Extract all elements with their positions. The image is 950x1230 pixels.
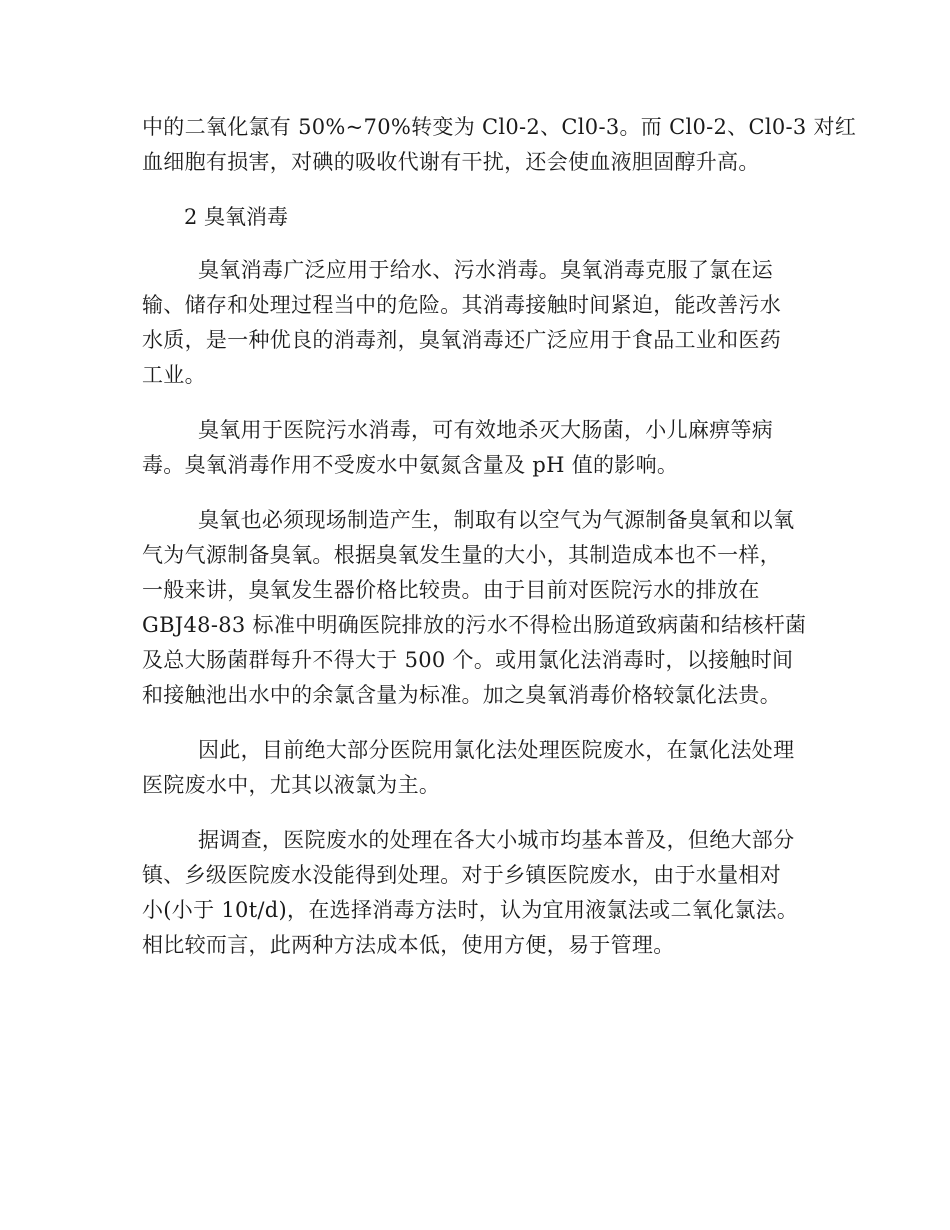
text-line: 及总大肠菌群每升不得大于 500 个。或用氯化法消毒时，以接触时间: [142, 648, 794, 672]
text-line: 气为气源制备臭氧。根据臭氧发生量的大小，其制造成本也不一样，: [142, 543, 781, 567]
section-heading: 2 臭氧消毒: [184, 205, 289, 229]
text-line: 据调查，医院废水的处理在各大小城市均基本普及，但绝大部分: [198, 828, 795, 852]
paragraph-chlorination: [142, 733, 808, 803]
text-line: 臭氧用于医院污水消毒，可有效地杀灭大肠菌，小儿麻痹等病: [198, 418, 774, 442]
paragraph-continuation: [142, 110, 857, 180]
paragraph-ozone-hospital: [142, 413, 808, 483]
text-line: 中的二氧化氯有 50%~70%转变为 Cl0-2、Cl0-3。而 Cl0-2、Cl0-3 对红: [142, 115, 857, 139]
text-line: 毒。臭氧消毒作用不受废水中氨氮含量及 pH 值的影响。: [142, 453, 679, 477]
text-line: 血细胞有损害，对碘的吸收代谢有干扰，还会使血液胆固醇升高。: [142, 150, 760, 174]
paragraph-ozone-intro: [142, 253, 808, 393]
document-page: [142, 110, 857, 983]
text-line: 水质，是一种优良的消毒剂，臭氧消毒还广泛应用于食品工业和医药: [142, 328, 781, 352]
paragraph-survey: [142, 823, 808, 963]
text-line: 因此，目前绝大部分医院用氯化法处理医院废水，在氯化法处理: [198, 738, 795, 762]
text-line: 臭氧也必须现场制造产生，制取有以空气为气源制备臭氧和以氧: [198, 508, 795, 532]
text-line: 臭氧消毒广泛应用于给水、污水消毒。臭氧消毒克服了氯在运: [198, 258, 774, 282]
text-line: 相比较而言，此两种方法成本低，使用方便，易于管理。: [142, 933, 675, 957]
text-line: 小(小于 10t/d)，在选择消毒方法时，认为宜用液氯法或二氧化氯法。: [142, 898, 799, 922]
text-line: GBJ48-83 标准中明确医院排放的污水不得检出肠道致病菌和结核杆菌: [142, 613, 807, 637]
text-line: 输、储存和处理过程当中的危险。其消毒接触时间紧迫，能改善污水: [142, 293, 781, 317]
text-line: 镇、乡级医院废水没能得到处理。对于乡镇医院废水，由于水量相对: [142, 863, 781, 887]
text-line: 和接触池出水中的余氯含量为标准。加之臭氧消毒价格较氯化法贵。: [142, 683, 781, 707]
text-line: 一般来讲，臭氧发生器价格比较贵。由于目前对医院污水的排放在: [142, 578, 760, 602]
text-line: 工业。: [142, 363, 206, 387]
paragraph-ozone-production: [142, 503, 808, 713]
text-line: 医院废水中，尤其以液氯为主。: [142, 773, 441, 797]
